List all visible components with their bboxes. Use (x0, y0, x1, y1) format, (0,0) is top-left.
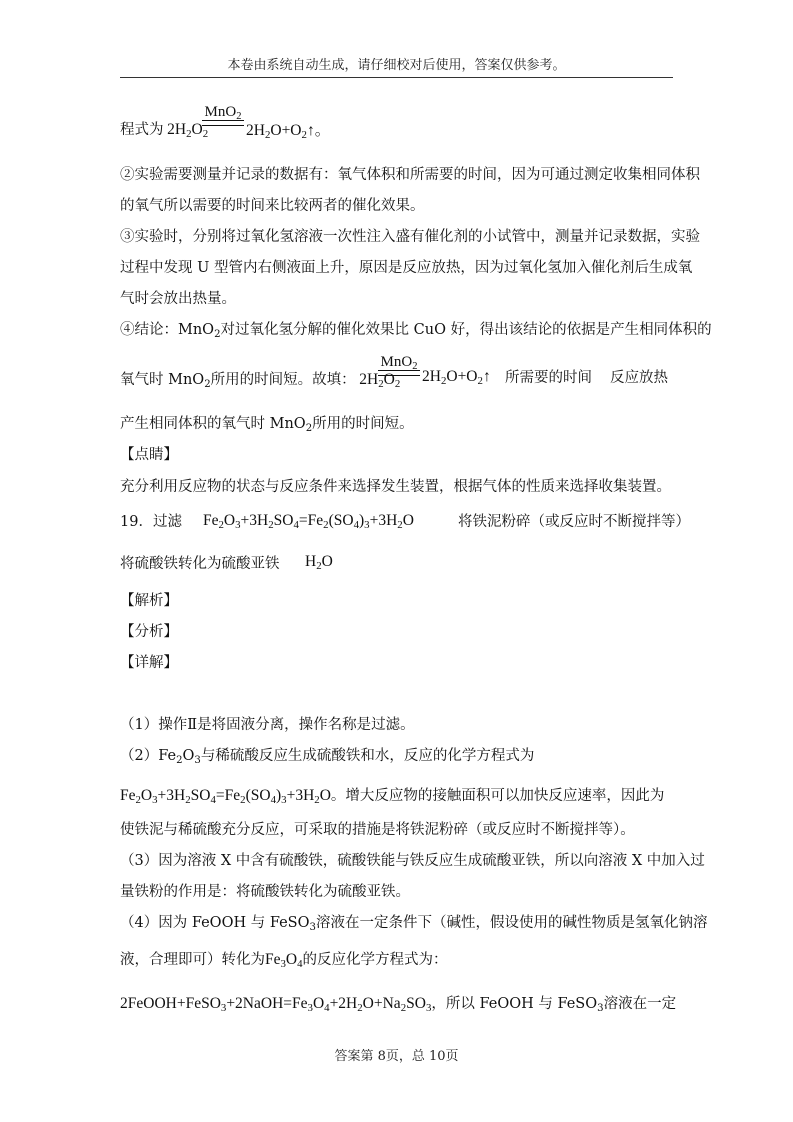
paragraph-2-line-1: ②实验需要测量并记录的数据有：氧气体积和所需要的时间，因为可通过测定收集相同体积 (120, 167, 700, 183)
q19-answer-5: $H_2O$ (305, 553, 333, 572)
detail-2-equation: $Fe_2O_3+3H_2SO_4=Fe_2(SO_4)_3+3H_2O$ (120, 787, 331, 806)
equation-2-row (120, 368, 400, 389)
equation-1-right: $2H_2O+O_2↑$。 (246, 122, 331, 141)
q19-answer-4: 将硫酸铁转化为硫酸亚铁 (120, 556, 280, 572)
dianjing-heading: 【点睛】 (120, 447, 178, 463)
q19-number-answer1: 19．过滤 (120, 514, 182, 530)
detail-4-line-1: （4）因为 FeOOH 与 FeSO$_3$溶液在一定条件下（碱性，假设使用的碱性物质是氢氧化钠溶 (120, 915, 708, 933)
q19-equation: $Fe_2O_3+3H_2SO_4=Fe_2(SO_4)_3+3H_2O$ (203, 512, 414, 531)
detail-3-line-2: 量铁粉的作用是：将硫酸铁转化为硫酸亚铁。 (120, 884, 410, 900)
detail-4-continuation: ，所以 FeOOH 与 FeSO$_3$溶液在一定 (431, 996, 677, 1014)
detail-2-line-3: 使铁泥与稀硫酸充分反应，可采取的措施是将铁泥粉碎（或反应时不断搅拌等）。 (120, 822, 635, 838)
detail-4-line-2 (120, 950, 448, 970)
detail-4-equation: $2FeOOH+FeSO_3+2NaOH=Fe_3O_4+2H_2O+Na_2SO_3$ (120, 995, 432, 1014)
detail-4-line-2-a: 液，合理即可）转化为 (120, 952, 265, 968)
xiangjie-heading: 【详解】 (120, 655, 178, 671)
detail-4-line-2-b: 的反应化学方程式为： (302, 952, 448, 968)
answer-blank-3: 反应放热 (610, 370, 668, 386)
paragraph-4-line-1: ④结论：MnO$_2$对过氧化氢分解的催化效果比 CuO 好，得出该结论的依据是产生相同体积的 (120, 322, 712, 340)
detail-2-line-2 (120, 784, 664, 805)
catalyst-label-1: MnO$_2$ (204, 104, 242, 122)
paragraph-4-last: 产生相同体积的氧气时 MnO$_2$所用的时间短。 (120, 416, 414, 434)
catalyst-condition-2 (378, 354, 420, 376)
page-footer: 答案第 8页，总 10页 (334, 1049, 459, 1064)
answer-blank-2: 所需要的时间 (505, 370, 592, 386)
detail-4-line-3 (120, 992, 676, 1013)
equation-2-right: $2H_2O+O_2↑$ (422, 368, 491, 387)
jiexi-heading: 【解析】 (120, 593, 178, 609)
catalyst-label-2: MnO$_2$ (380, 354, 418, 372)
detail-2-line-1: $(2)Fe_2O_3$与稀硫酸反应生成硫酸铁和水，反应的化学方程式为 (120, 748, 535, 766)
equation-2-left: $2H_2O_2$ (359, 371, 401, 390)
equation-2-prefix: 氧气时 MnO$_2$所用的时间短。故填： (120, 372, 356, 390)
q19-answer-3: 将铁泥粉碎（或反应时不断搅拌等） (458, 514, 690, 530)
equation-1-prefix: 程式为 (120, 122, 164, 138)
paragraph-2-line-2: 的氧气所以需要的时间来比较两者的催化效果。 (120, 198, 425, 214)
paragraph-3-line-1: ③实验时，分别将过氧化氢溶液一次性注入盛有催化剂的小试管中，测量并记录数据，实验 (120, 229, 700, 245)
catalyst-condition-1 (202, 104, 244, 126)
paragraph-3-line-2: 过程中发现 U 型管内右侧液面上升，原因是反应放热，因为过氧化氢加入催化剂后生成氧 (120, 260, 693, 276)
fenxi-heading: 【分析】 (120, 624, 178, 640)
paragraph-3-line-3: 气时会放出热量。 (120, 291, 236, 307)
detail-2-continuation: 。增大反应物的接触面积可以加快反应速率，因此为 (330, 788, 665, 804)
equation-1-left: $2H_2O_2$ (167, 121, 209, 140)
page-header: 本卷由系统自动生成，请仔细校对后使用，答案仅供参考。 (120, 54, 673, 78)
detail-1: （1）操作Ⅱ是将固液分离，操作名称是过滤。 (120, 717, 415, 733)
equation-1-row (120, 118, 208, 139)
dianjing-text: 充分利用反应物的状态与反应条件来选择发生装置，根据气体的性质来选择收集装置。 (120, 479, 671, 495)
detail-4-fe3o4: $Fe_3O_4$ (265, 951, 303, 970)
detail-3-line-1: （3）因为溶液 X 中含有硫酸铁，硫酸铁能与铁反应生成硫酸亚铁，所以向溶液 X 中加入过 (120, 853, 705, 869)
